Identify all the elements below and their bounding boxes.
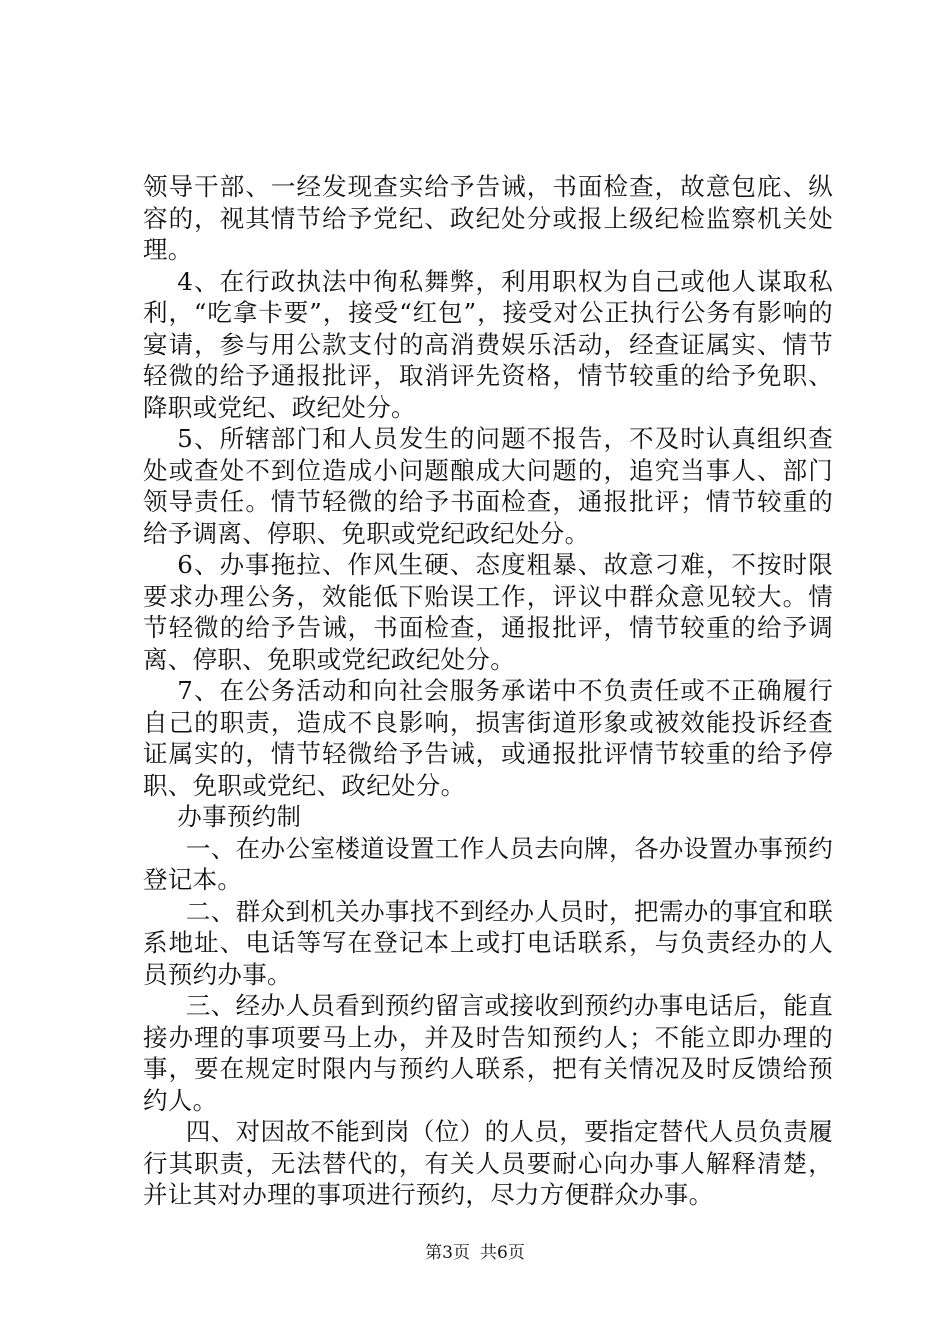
section-heading: 办事预约制 [177, 802, 302, 831]
paragraph-clause-4: 四、对因故不能到岗（位）的人员，要指定替代人员负责履行其职责，无法替代的，有关人员要耐心向办事人解释清楚，并让其对办理的事项进行预约，尽力方便群众办事。 [143, 1117, 833, 1209]
paragraph-clause-3: 三、经办人员看到预约留言或接收到预约办事电话后，能直接办理的事项要马上办，并及时告知预约人；不能立即办理的事，要在规定时限内与预约人联系，把有关情况及时反馈给预约人。 [143, 991, 833, 1115]
paragraph-clause-1: 一、在办公室楼道设置工作人员去向牌，各办设置办事预约登记本。 [143, 833, 833, 894]
paragraph-clause-2: 二、群众到机关办事找不到经办人员时，把需办的事宜和联系地址、电话等写在登记本上或打电话联系，与负责经办的人员预约办事。 [143, 896, 833, 989]
paragraph-continuation: 领导干部、一经发现查实给予告诫，书面检查，故意包庇、纵容的，视其情节给予党纪、政纪处分或报上级纪检监察机关处理。 [143, 172, 833, 264]
paragraph-item-5: 5、所辖部门和人员发生的问题不报告，不及时认真组织查处或查处不到位造成小问题酿成大问题的，追究当事人、部门领导责任。情节轻微的给予书面检查，通报批评；情节较重的给予调离、停职、免职或党纪政纪处分。 [143, 424, 833, 548]
page-footer [0, 1243, 950, 1263]
document-body [143, 171, 833, 1211]
paragraph-item-7: 7、在公务活动和向社会服务承诺中不负责任或不正确履行自己的职责，造成不良影响，损害街道形象或被效能投诉经查证属实的，情节轻微给予告诫，或通报批评情节较重的给予停职、免职或党纪、政纪处分。 [143, 676, 833, 800]
paragraph-item-6: 6、办事拖拉、作风生硬、态度粗暴、故意刁难，不按时限要求办理公务，效能低下贻误工作，评议中群众意见较大。情节轻微的给予告诫，书面检查，通报批评，情节较重的给予调离、停职、免职或党纪政纪处分。 [143, 550, 833, 674]
page-number: 第3页 [425, 1243, 470, 1263]
paragraph-item-4: 4、在行政执法中徇私舞弊，利用职权为自己或他人谋取私利，“吃拿卡要”，接受“红包”，接受对公正执行公务有影响的宴请，参与用公款支付的高消费娱乐活动，经查证属实、情节轻微的给予通报批评，取消评先资格，情节较重的给予免职、降职或党纪、政纪处分。 [143, 266, 833, 422]
page-total: 共6页 [480, 1243, 525, 1263]
